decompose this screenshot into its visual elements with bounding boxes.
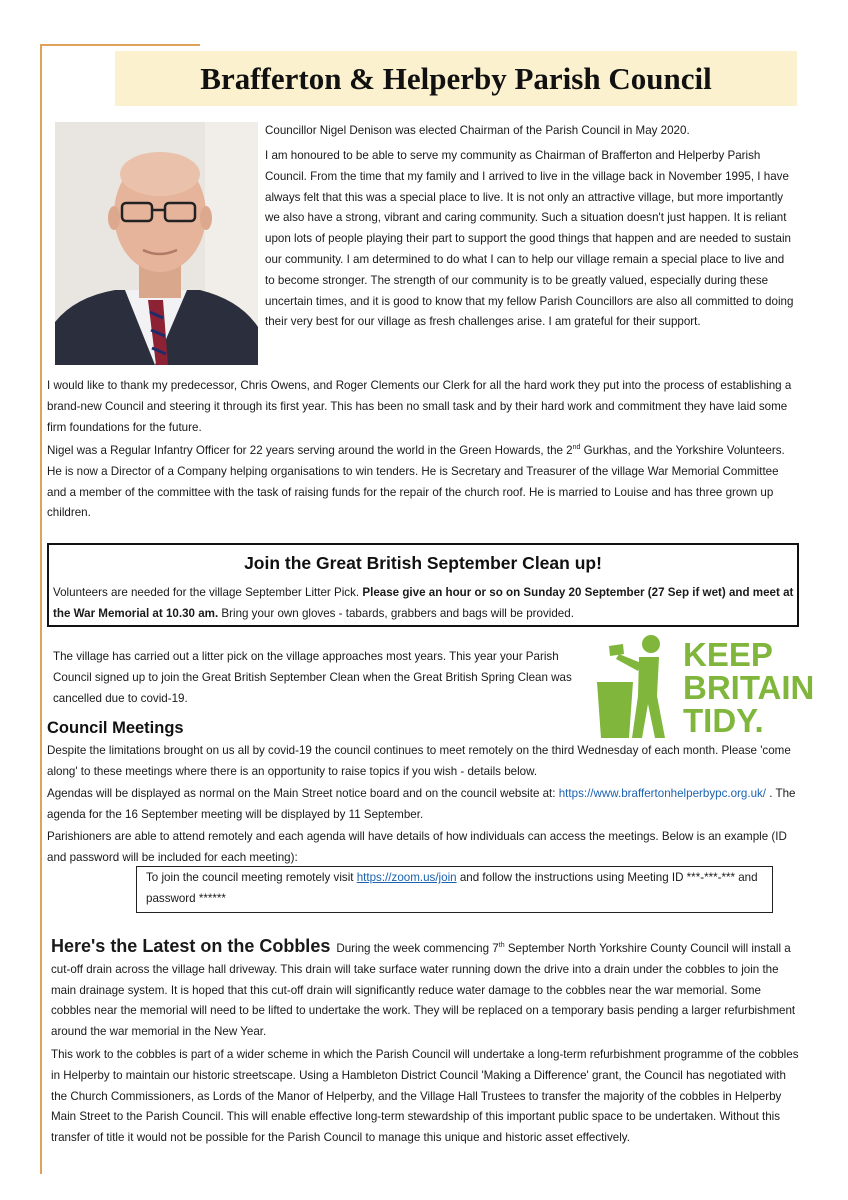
agendas-text: Agendas will be displayed as normal on the Main Street notice board and on the council website at:: [47, 787, 559, 800]
council-website-link[interactable]: https://www.braffertonhelperbypc.org.uk/: [558, 787, 767, 800]
volunteers-paragraph: [53, 583, 795, 625]
frame-left-rule: [40, 44, 42, 1174]
date-superscript: th: [498, 942, 505, 950]
agendas-tail: . The agenda for the 16 September meeting will be displayed by 11 September.: [47, 787, 796, 821]
logo-line-keep: KEEP: [683, 636, 773, 673]
biography-paragraph: [47, 441, 797, 524]
volunteers-text: Volunteers are needed for the village September Litter Pick.: [53, 586, 363, 599]
zoom-tail: and follow the instructions using Meeting ID ***-***-*** and password ******: [146, 871, 758, 905]
thanks-paragraph: I would like to thank my predecessor, Chris Owens, and Roger Clements our Clerk for all the hard work they put into the process of establishing a brand-new Council and steering it through its first year. This has been no small task and by their hard work and commitment they have laid some firm foundations for the future.: [47, 379, 792, 434]
logo-line-britain: BRITAIN: [683, 669, 815, 706]
volunteers-tail: Bring your own gloves - tabards, grabbers and bags will be provided.: [218, 606, 574, 620]
biography-text-end: Gurkhas, and the Yorkshire Volunteers. He is now a Director of a Company helping organisations to win tenders. He is Secretary and Treasurer of the village War Memorial Committee and a member of the committee with the task of raising funds for the repair of the church roof. He is married to Louise and has three grown up children.: [47, 444, 785, 520]
council-meetings-heading: Council Meetings: [47, 719, 184, 737]
agendas-paragraph: [47, 784, 807, 826]
frame-top-rule: [40, 44, 200, 46]
page-title: Brafferton & Helperby Parish Council: [200, 61, 712, 96]
tidyman-icon: [597, 635, 665, 738]
volunteers-emphasis: Please give an hour or so on Sunday 20 September (27 Sep if wet) and meet at the War Memorial at 10.30 am.: [53, 586, 794, 620]
zoom-join-link[interactable]: https://zoom.us/join: [356, 871, 457, 884]
meetings-paragraph: Despite the limitations brought on us all by covid-19 the council continues to meet remotely on the third Wednesday of each month. Please 'come along' to these meetings where there is an opportunity to raise topics if you wish - details below.: [47, 744, 791, 778]
zoom-instructions: [146, 868, 766, 910]
remote-attendance-paragraph: Parishioners are able to attend remotely and each agenda will have details of how individuals can access the meetings. Below is an example (ID and password will be included for each meeting):: [47, 830, 787, 864]
cobbles-text-end: September North Yorkshire County Council will install a cut-off drain across the village hall driveway. This drain will take surface water running down the drive into a drain under the cobbles to join the main drainage system. It is hoped that this cut-off drain will significantly reduce water damage to the cobbles near the war memorial. Some cobbles near the memorial will need to be lifted to undertake the work. They will be replaced on a temporary basis pending a larger refurbishment around the war memorial in the New Year.: [51, 942, 796, 1039]
biography-text-start: Nigel was a Regular Infantry Officer for 22 years serving around the world in the Green Howards, the 2: [47, 444, 573, 457]
keep-britain-tidy-logo: [591, 630, 816, 742]
chairman-statement: I am honoured to be able to serve my community as Chairman of Brafferton and Helperby Parish Council. From the time that my family and I arrived to live in the village back in November 1995, I have always felt that this was a special place to live. It is not only an attractive village, but more importantly we also have a strong, vibrant and caring community. Such a situation doesn't just happen. It is reliant upon lots of people playing their part to support the good things that happen and are needed to sustain our community. I am determined to do what I can to help our village remain a special place to live and to become stronger. The strength of our community is to be greatly valued, especially during these uncertain times, and it is good to know that my fellow Parish Councillors are also all committed to doing their very best for our village as fresh challenges arise. I am grateful for their support.: [265, 149, 794, 329]
logo-line-tidy: TIDY.: [683, 702, 764, 739]
cleanup-title: Join the Great British September Clean up!: [244, 553, 602, 573]
chairman-photo: [55, 122, 258, 365]
cobbles-text: During the week commencing 7: [336, 942, 499, 955]
zoom-text: To join the council meeting remotely visit: [146, 871, 357, 884]
intro-paragraph: Councillor Nigel Denison was elected Chairman of the Parish Council in May 2020.: [265, 124, 690, 137]
cobbles-heading: Here's the Latest on the Cobbles: [51, 936, 331, 956]
cobbles-paragraph: [51, 936, 799, 1043]
refurbishment-paragraph: This work to the cobbles is part of a wider scheme in which the Parish Council will undertake a long-term refurbishment programme of the cobbles in Helperby to maintain our historic streetscape. Using a Hambleton District Council 'Making a Difference' grant, the Council has negotiated with the Church Commissioners, as Lords of the Manor of Helperby, and the Village Hall Trustees to transfer the majority of the cobbles in Helperby Main Street to the Parish Council. This will enable effective long-term stewardship of this important public space to be undertaken. Without this transfer of title it would not be possible for the Parish Council to manage this unique and historic asset effectively.: [51, 1048, 799, 1145]
title-banner: [115, 51, 797, 106]
litter-pick-paragraph: The village has carried out a litter pick on the village approaches most years. This year your Parish Council signed up to join the Great British September Clean when the Great British Spring Clean was cancelled due to covid-19.: [53, 650, 572, 705]
ordinal-superscript: nd: [572, 444, 581, 452]
